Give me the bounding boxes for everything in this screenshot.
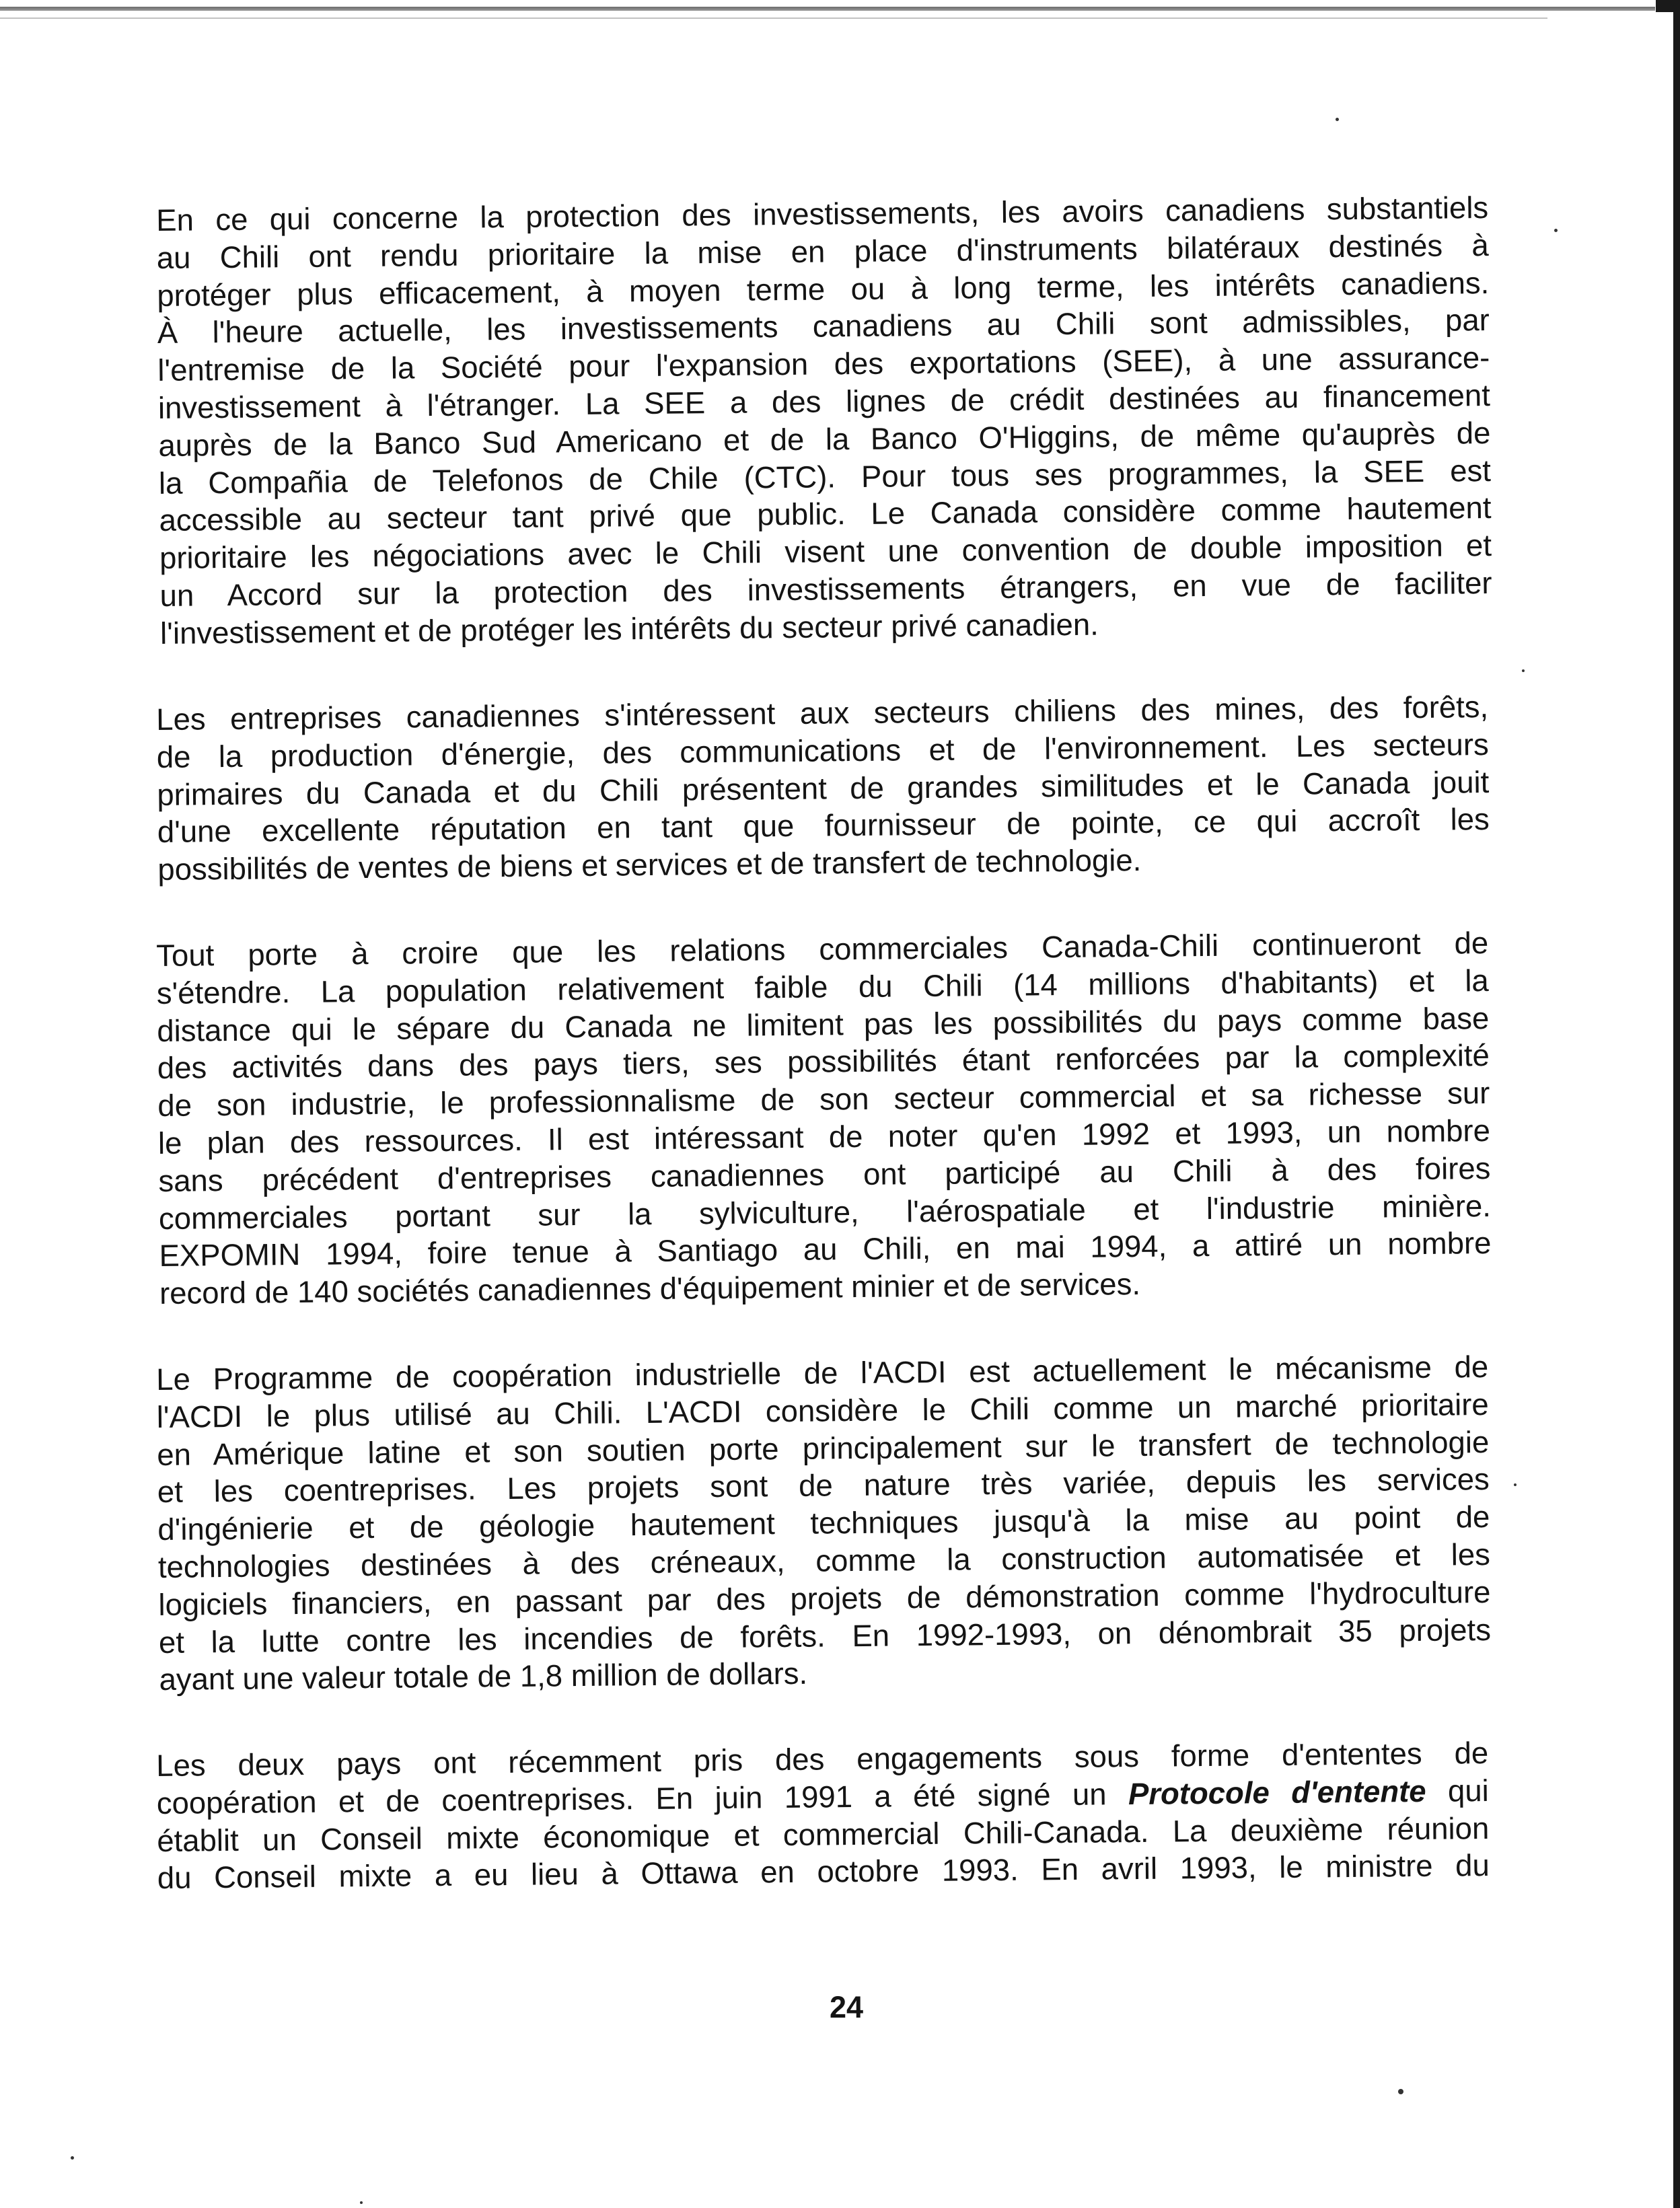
paragraph-canadian-companies <box>156 688 1490 889</box>
text-line: l'entremise de la Société pour l'expansion des exportations (SEE), à une assurance- <box>157 340 1490 388</box>
text-line: en Amérique latine et son soutien porte principalement sur le transfert de technologie <box>157 1424 1490 1472</box>
scan-speck <box>1398 2089 1403 2094</box>
scan-speck <box>71 2156 74 2160</box>
scan-speck <box>360 2201 363 2204</box>
text-line: Tout porte à croire que les relations commerciales Canada-Chili continueront de <box>156 925 1489 973</box>
text-line: d'ingénierie et de géologie hautement techniques jusqu'à la mise au point de <box>157 1499 1490 1547</box>
text-line: Les deux pays ont récemment pris des engagements sous forme d'ententes de <box>156 1735 1489 1783</box>
page-body <box>156 190 1492 1946</box>
text-line: d'une excellente réputation en tant que fournisseur de pointe, ce qui accroît les <box>157 801 1490 849</box>
text-line: primaires du Canada et du Chili présentent de grandes similitudes et le Canada jouit <box>157 764 1490 812</box>
text-line: au Chili ont rendu prioritaire la mise en place d'instruments bilatéraux destinés à <box>156 227 1489 275</box>
scan-speck <box>1514 1483 1517 1486</box>
text-line: commerciales portant sur la sylviculture, l'aérospatiale et l'industrie minière. <box>158 1188 1492 1236</box>
text-line: sans précédent d'entreprises canadiennes ont participé au Chili à des foires <box>158 1150 1491 1198</box>
text-line: logiciels financiers, en passant par des projets de démonstration comme l'hydroculture <box>158 1574 1491 1622</box>
text-line: possibilités de ventes de biens et services et de transfert de technologie. <box>157 842 1142 887</box>
text-line: établit un Conseil mixte économique et commercial Chili-Canada. La deuxième réunion <box>157 1810 1490 1858</box>
text-line: investissement à l'étranger. La SEE a des lignes de crédit destinées au financement <box>157 377 1491 425</box>
text-line: l'investissement et de protéger les intérêts du secteur privé canadien. <box>159 607 1099 651</box>
text-line: distance qui le sépare du Canada ne limitent pas les possibilités du pays comme base <box>157 1000 1490 1048</box>
paragraph-investment-protection <box>156 189 1492 653</box>
page-number: 24 <box>829 1990 864 2024</box>
text-line: du Conseil mixte a eu lieu à Ottawa en octobre 1993. En avril 1993, le ministre du <box>157 1848 1490 1896</box>
paragraph-bilateral-commitments <box>156 1734 1490 1897</box>
text-line: technologies destinées à des créneaux, comme la construction automatisée et les <box>157 1537 1491 1584</box>
text-segment: coopération et de coentreprises. En juin 1991 a été signé un <box>156 1776 1129 1820</box>
text-segment: qui <box>1426 1773 1489 1808</box>
scan-speck <box>1554 229 1558 232</box>
text-line: de la production d'énergie, des communications et de l'environnement. Les secteurs <box>156 727 1489 774</box>
text-line: la Compañia de Telefonos de Chile (CTC). Pour tous ses programmes, la SEE est <box>158 453 1492 501</box>
text-line: protéger plus efficacement, à moyen terme ou à long terme, les intérêts canadiens. <box>157 265 1490 313</box>
text-line: le plan des ressources. Il est intéressant de noter qu'en 1992 et 1993, un nombre <box>157 1113 1491 1161</box>
scan-speck <box>1522 669 1525 672</box>
paragraph-acdi-program <box>156 1348 1492 1699</box>
text-line: accessible au secteur tant privé que public. Le Canada considère comme hautement <box>159 490 1492 538</box>
text-line: s'étendre. La population relativement faible du Chili (14 millions d'habitants) et la <box>156 963 1489 1010</box>
text-line: Les entreprises canadiennes s'intéressent aux secteurs chiliens des mines, des forêts, <box>156 689 1489 737</box>
text-line: prioritaire les négociations avec le Chili visent une convention de double imposition et <box>159 528 1492 576</box>
scan-right-edge <box>1673 0 1680 2208</box>
text-line: et la lutte contre les incendies de forêts. En 1992-1993, on dénombrait 35 projets <box>158 1612 1492 1660</box>
text-line: l'ACDI le plus utilisé au Chili. L'ACDI considère le Chili comme un marché prioritaire <box>156 1387 1489 1434</box>
text-line: record de 140 sociétés canadiennes d'équipement minier et de services. <box>159 1266 1141 1311</box>
text-line: auprès de la Banco Sud Americano et de la Banco O'Higgins, de même qu'auprès de <box>158 415 1491 463</box>
text-line: EXPOMIN 1994, foire tenue à Santiago au Chili, en mai 1994, a attiré un nombre <box>159 1225 1492 1273</box>
scan-speck <box>1336 118 1339 121</box>
text-line: un Accord sur la protection des investissements étrangers, en vue de faciliter <box>159 565 1492 613</box>
text-line: Le Programme de coopération industrielle de l'ACDI est actuellement le mécanisme de <box>156 1349 1489 1397</box>
text-line: de son industrie, le professionnalisme de son secteur commercial et sa richesse sur <box>157 1075 1490 1123</box>
text-line: et les coentreprises. Les projets sont de nature très variée, depuis les services <box>157 1461 1490 1509</box>
text-line: des activités dans des pays tiers, ses possibilités étant renforcées par la complexité <box>157 1037 1490 1085</box>
paragraph-commercial-relations <box>156 924 1492 1313</box>
text-line: À l'heure actuelle, les investissements canadiens au Chili sont admissibles, par <box>157 303 1490 351</box>
scan-top-border-thin <box>0 17 1547 19</box>
scan-top-border <box>0 7 1655 11</box>
text-line: ayant une valeur totale de 1,8 million de dollars. <box>159 1656 808 1697</box>
scan-corner <box>1656 0 1680 12</box>
text-line: En ce qui concerne la protection des investissements, les avoirs canadiens substantiels <box>156 190 1489 237</box>
emphasized-title: Protocole d'entente <box>1128 1773 1426 1811</box>
